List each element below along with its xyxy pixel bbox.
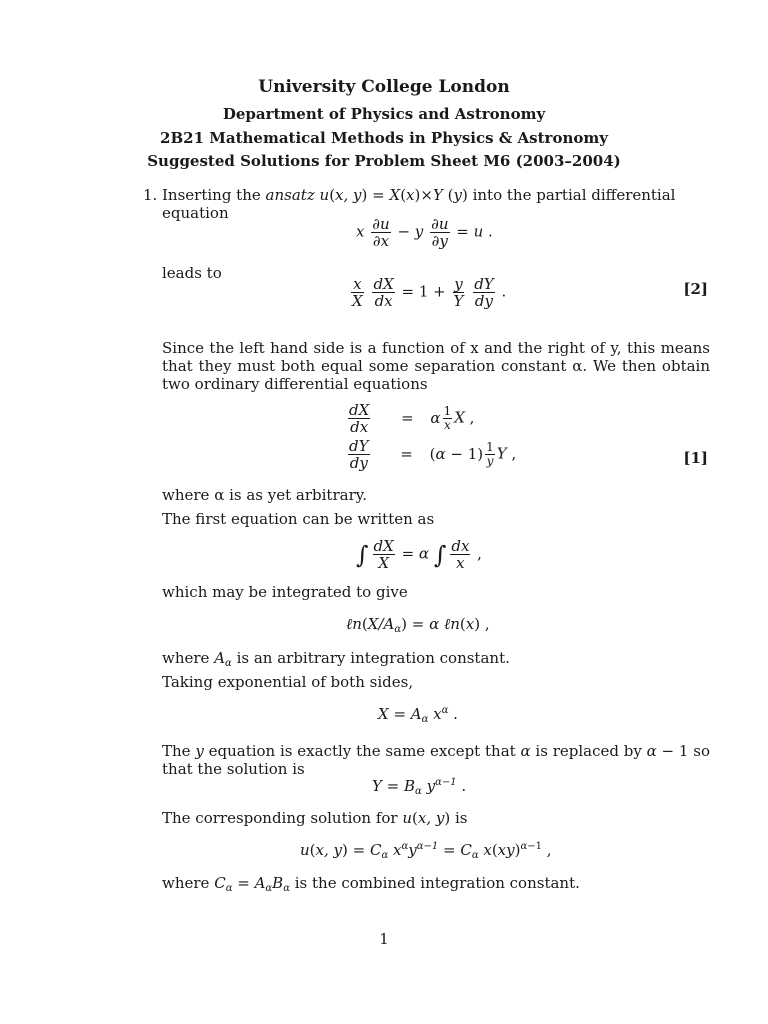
page-number: 1 [379, 930, 389, 948]
university-title: University College London [258, 77, 510, 97]
intro-ansatz-word: ansatz [265, 186, 315, 204]
exp-text: Taking exponential of both sides, [162, 673, 414, 691]
integral-equation: ∫ $\frac{dX}{X}$ = α ∫ $\frac{dx}{x}$ , [356, 537, 482, 572]
combined-constant-text: where $C_\alpha = A_\alpha B_\alpha$ is the combined integration constant. [162, 874, 580, 894]
problem-number: 1. [143, 186, 158, 204]
y-solution-equation: $Y = B_\alpha$ $y^{\alpha-1}$ . [372, 777, 467, 797]
ode-x-equation: $\frac{dX}{dx}$ = α $\frac{1}{x}$ X , [349, 401, 475, 436]
leads-to-text: leads to [162, 264, 222, 282]
constant-text: where $A_\alpha$ is an arbitrary integration constant. [162, 649, 510, 669]
y-eq-paragraph: The y equation is exactly the same except that α is replaced by α − 1 so that the solution is [162, 742, 710, 778]
log-equation: $\ell n(X/A_\alpha) = \alpha$ ℓn(x) , [346, 615, 490, 635]
separated-equation: $\frac{x}{X}$ $\frac{dX}{dx}$ = 1 + $\frac{y}{Y}$ $\frac{dY}{dy}$ . [352, 275, 507, 310]
intro-text-after: into the partial differential equation [162, 186, 676, 222]
separation-paragraph: Since the left hand side is a function of x and the right of y, this means that they must both equal some separation constant α. We then obtain two ordinary differential equations [162, 339, 710, 393]
integrated-text: which may be integrated to give [162, 583, 408, 601]
department-title: Department of Physics and Astronomy [222, 105, 546, 123]
ansatz-equation: u(x, y) = X(x)×Y (y) [319, 186, 468, 204]
course-title: 2B21 Mathematical Methods in Physics & Astronomy [160, 129, 608, 147]
intro-text-before: Inserting the [162, 186, 261, 204]
u-solution-text: The corresponding solution for u(x, y) is [162, 809, 468, 827]
alpha-arbitrary-text: where α is as yet arbitrary. [162, 486, 367, 504]
sheet-subtitle: Suggested Solutions for Problem Sheet M6 (2003–2004) [147, 152, 621, 170]
mark-2: [2] [683, 280, 708, 298]
u-solution-equation: u(x, $y) = C_\alpha$ $x^\alpha y^{\alpha-1} = C_\alpha$ x(xy)$^{\alpha-1}$ , [300, 841, 552, 861]
ode-y-equation: $\frac{dY}{dy}$ = (α − 1) $\frac{1}{y}$ Y , [349, 437, 517, 472]
first-eq-text: The first equation can be written as [162, 510, 435, 528]
pde-equation: x $\frac{\partial u}{\partial x}$ − y $\frac{\partial u}{\partial y}$ = u . [356, 215, 493, 250]
mark-1: [1] [683, 449, 708, 467]
x-solution-equation: $X = A_\alpha$ $x^\alpha$ . [378, 705, 458, 725]
